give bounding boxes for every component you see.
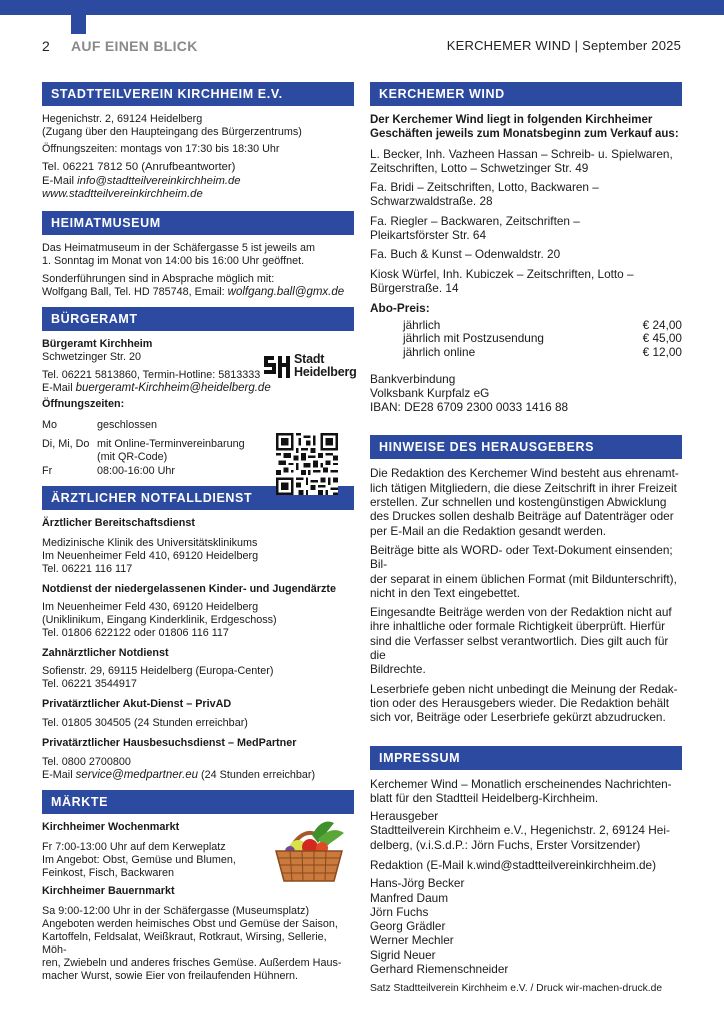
member-name: Werner Mechler (370, 933, 454, 948)
stv-address: Hegenichstr. 2, 69124 Heidelberg (Zugang über den Haupteingang des Bürgerzentrums) (42, 113, 302, 138)
hinweise-paragraph: Die Redaktion des Kerchemer Wind besteht aus ehrenamt- lich tätigen Mitgliedern, die diese Zeitschrift in ihrer Freizeit erstellen. Zur schnellen und kostengünstigen Abwicklung des Druckes sollen deshalb Beiträge auf Datenträger oder per E-Mail an die Redaktion gesandt werden. (370, 466, 679, 538)
museum-tours: Sonderführungen sind in Absprache möglich mit: Wolfgang Ball, Tel. HD 785748, Email: wolfgang.ball@gmx.de (42, 272, 345, 298)
notdienst-block-text: Medizinische Klinik des Universitätsklinikums Im Neuenheimer Feld 410, 69120 Heidelberg Tel. 06221 116 117 (42, 536, 259, 575)
shop-item: Kiosk Würfel, Inh. Kubiczek – Zeitschriften, Lotto – Bürgerstraße. 14 (370, 266, 634, 295)
notdienst-block-text: Im Neuenheimer Feld 430, 69120 Heidelberg (Uniklinikum, Eingang Kinderklinik, Erdgeschoss) Tel. 01806 622122 oder 01806 116 117 (42, 600, 277, 639)
vegetable-basket-icon (268, 815, 350, 885)
qr-code-icon[interactable] (276, 433, 338, 495)
bank-details: Bankverbindung Volksbank Kurpfalz eG IBAN: DE28 6709 2300 0033 1416 88 (370, 372, 569, 414)
notdienst-block-title: Privatärztlicher Hausbesuchsdienst – MedPartner (42, 736, 297, 749)
abo-price-list (370, 319, 682, 360)
impressum-heading: IMPRESSUM (370, 746, 682, 770)
impressum-text: Kerchemer Wind – Monatlich erscheinendes Nachrichten- blatt für den Stadtteil Heidelberg-Kirchheim. (370, 776, 672, 805)
member-name: Gerhard Riemenschneider (370, 962, 509, 977)
abo-price-row: jährlich € 24,00 (403, 317, 682, 332)
stv-website-link[interactable]: www.stadtteilvereinkirchheim.de (42, 188, 203, 200)
member-name: Hans-Jörg Becker (370, 876, 465, 891)
heidelberg-logo-icon (264, 354, 292, 380)
redaktion-members (370, 876, 682, 976)
stv-hours: Öffnungszeiten: montags von 17:30 bis 18:30 Uhr (42, 143, 280, 155)
heidelberg-logo: Stadt Heidelberg (264, 354, 356, 384)
section-name: AUF EINEN BLICK (71, 38, 198, 54)
market-text: Fr 7:00-13:00 Uhr auf dem Kerweplatz Im Angebot: Obst, Gemüse und Blumen, Feinkost, Fisch, Backwaren (42, 840, 236, 879)
market-title: Kirchheimer Wochenmarkt (42, 820, 180, 833)
member-name: Jörn Fuchs (370, 904, 429, 919)
right-column (370, 82, 682, 1000)
notdienst-block-title: Notdienst der niedergelassenen Kinder- und Jugendärzte (42, 582, 336, 595)
hinweise-paragraph: Leserbriefe geben nicht unbedingt die Meinung der Redak- tion oder des Herausgebers wieder. Die Redaktion behält sich vor, Beiträge oder Leserbriefe gekürzt abzudrucken. (370, 681, 678, 725)
kw-heading: KERCHEMER WIND (370, 82, 682, 106)
market-text: Sa 9:00-12:00 Uhr in der Schäfergasse (Museumsplatz) Angeboten werden heimisches Obst und Gemüse der Saison, Kartoffeln, Feldsalat, Weißkraut, Rotkraut, Wirsing, Sellerie, Möh- ren, Zwiebeln und anderes frisches Gemüse. Außerdem Haus- macher Wurst, sowie Eier von freilaufenden Hühnern. (42, 904, 342, 982)
buergeramt-contact: Tel. 06221 5813860, Termin-Hotline: 5813333 E-Mail buergeramt-Kirchheim@heidelberg.de (42, 368, 271, 394)
hours-row: Mo geschlossen (42, 418, 158, 431)
shop-item: Fa. Riegler – Backwaren, Zeitschriften – Pleikartsförster Str. 64 (370, 213, 580, 243)
abo-price-row: jährlich mit Postzusendung € 45,00 (403, 331, 682, 346)
medpartner-email-link[interactable]: service@medpartner.eu (75, 768, 199, 781)
notdienst-block-title: Ärztlicher Bereitschaftsdienst (42, 516, 196, 529)
shop-item: Fa. Buch & Kunst – Odenwaldstr. 20 (370, 247, 561, 262)
notdienst-block-text: Tel. 0800 2700800 E-Mail service@medpartner.eu (24 Stunden erreichbar) (42, 755, 316, 781)
buergeramt-email-link[interactable]: buergeramt-Kirchheim@heidelberg.de (75, 381, 271, 394)
stv-contact: Tel. 06221 7812 50 (Anrufbeantworter) E-Mail info@stadtteilvereinkirchheim.de www.stadtteilvereinkirchheim.de (42, 161, 241, 200)
museum-email-link[interactable]: wolfgang.ball@gmx.de (227, 285, 345, 298)
maerkte-heading: MÄRKTE (42, 790, 354, 814)
impressum-footer: Satz Stadtteilverein Kirchheim e.V. / Druck wir-machen-druck.de (370, 983, 663, 995)
notdienst-block-title: Zahnärztlicher Notdienst (42, 646, 169, 659)
museum-heading: HEIMATMUSEUM (42, 211, 354, 235)
issue-title: KERCHEMER WIND | September 2025 (446, 38, 681, 53)
stv-email-link[interactable]: info@stadtteilvereinkirchheim.de (77, 174, 241, 187)
member-name: Georg Grädler (370, 919, 446, 934)
market-title: Kirchheimer Bauernmarkt (42, 884, 175, 897)
hours-row: (mit QR-Code) (97, 450, 168, 463)
notdienst-block-text: Sofienstr. 29, 69115 Heidelberg (Europa-Center) Tel. 06221 3544917 (42, 664, 274, 690)
hours-row: Fr 08:00-16:00 Uhr (42, 464, 176, 477)
hinweise-heading: HINWEISE DES HERAUSGEBERS (370, 435, 682, 459)
hinweise-paragraph: Beiträge bitte als WORD- oder Text-Dokument einsenden; Bil- der separat in einem üblichen Format (mit Bildunterschrift), nicht in den Text eingebettet. (370, 542, 677, 600)
impressum-publisher: Herausgeber Stadtteilverein Kirchheim e.V., Hegenichstr. 2, 69124 Hei- delberg, (v.i.S.d.P.: Jörn Fuchs, Erster Vorsitzender) (370, 809, 670, 852)
notdienst-block-title: Privatärztlicher Akut-Dienst – PrivAD (42, 697, 232, 710)
abo-title: Abo-Preis: (370, 301, 430, 316)
notdienst-heading: ÄRZTLICHER NOTFALLDIENST (42, 486, 354, 510)
buergeramt-heading: BÜRGERAMT (42, 307, 354, 331)
impressum-redaktion: Redaktion (E-Mail k.wind@stadtteilvereinkirchheim.de) (370, 857, 657, 872)
buergeramt-address: Bürgeramt Kirchheim Schwetzinger Str. 20 (42, 337, 153, 363)
page-number: 2 (42, 38, 50, 54)
museum-text: Das Heimatmuseum in der Schäfergasse 5 ist jeweils am 1. Sonntag im Monat von 14:00 bis 16:00 Uhr geöffnet. (42, 241, 316, 267)
left-column (42, 82, 357, 988)
hinweise-paragraph: Eingesandte Beiträge werden von der Redaktion nicht auf ihre inhaltliche oder formale Richtigkeit überprüft. Hierfür sind die Verfasser selbst verantwortlich. Dies gilt auch für die Bildrechte. (370, 605, 672, 677)
top-color-bar (0, 0, 724, 15)
abo-price-row: jährlich online € 12,00 (403, 344, 682, 359)
member-name: Manfred Daum (370, 890, 449, 905)
buergeramt-hours-title: Öffnungszeiten: (42, 397, 125, 410)
notdienst-block-text: Tel. 01805 304505 (24 Stunden erreichbar) (42, 716, 248, 729)
hours-row: Di, Mi, Do mit Online-Terminvereinbarung (42, 437, 245, 450)
member-name: Sigrid Neuer (370, 947, 436, 962)
kw-intro: Der Kerchemer Wind liegt in folgenden Kirchheimer Geschäften jeweils zum Monatsbeginn zum Verkauf aus: (370, 114, 679, 141)
stv-heading: STADTTEILVEREIN KIRCHHEIM E.V. (42, 82, 354, 106)
shop-item: L. Becker, Inh. Vazheen Hassan – Schreib- u. Spielwaren, Zeitschriften, Lotto – Schwetzinger Str. 49 (370, 146, 673, 175)
shop-item: Fa. Bridi – Zeitschriften, Lotto, Backwaren – Schwarzwaldstraße. 28 (370, 180, 599, 209)
top-bar-notch (71, 15, 86, 34)
